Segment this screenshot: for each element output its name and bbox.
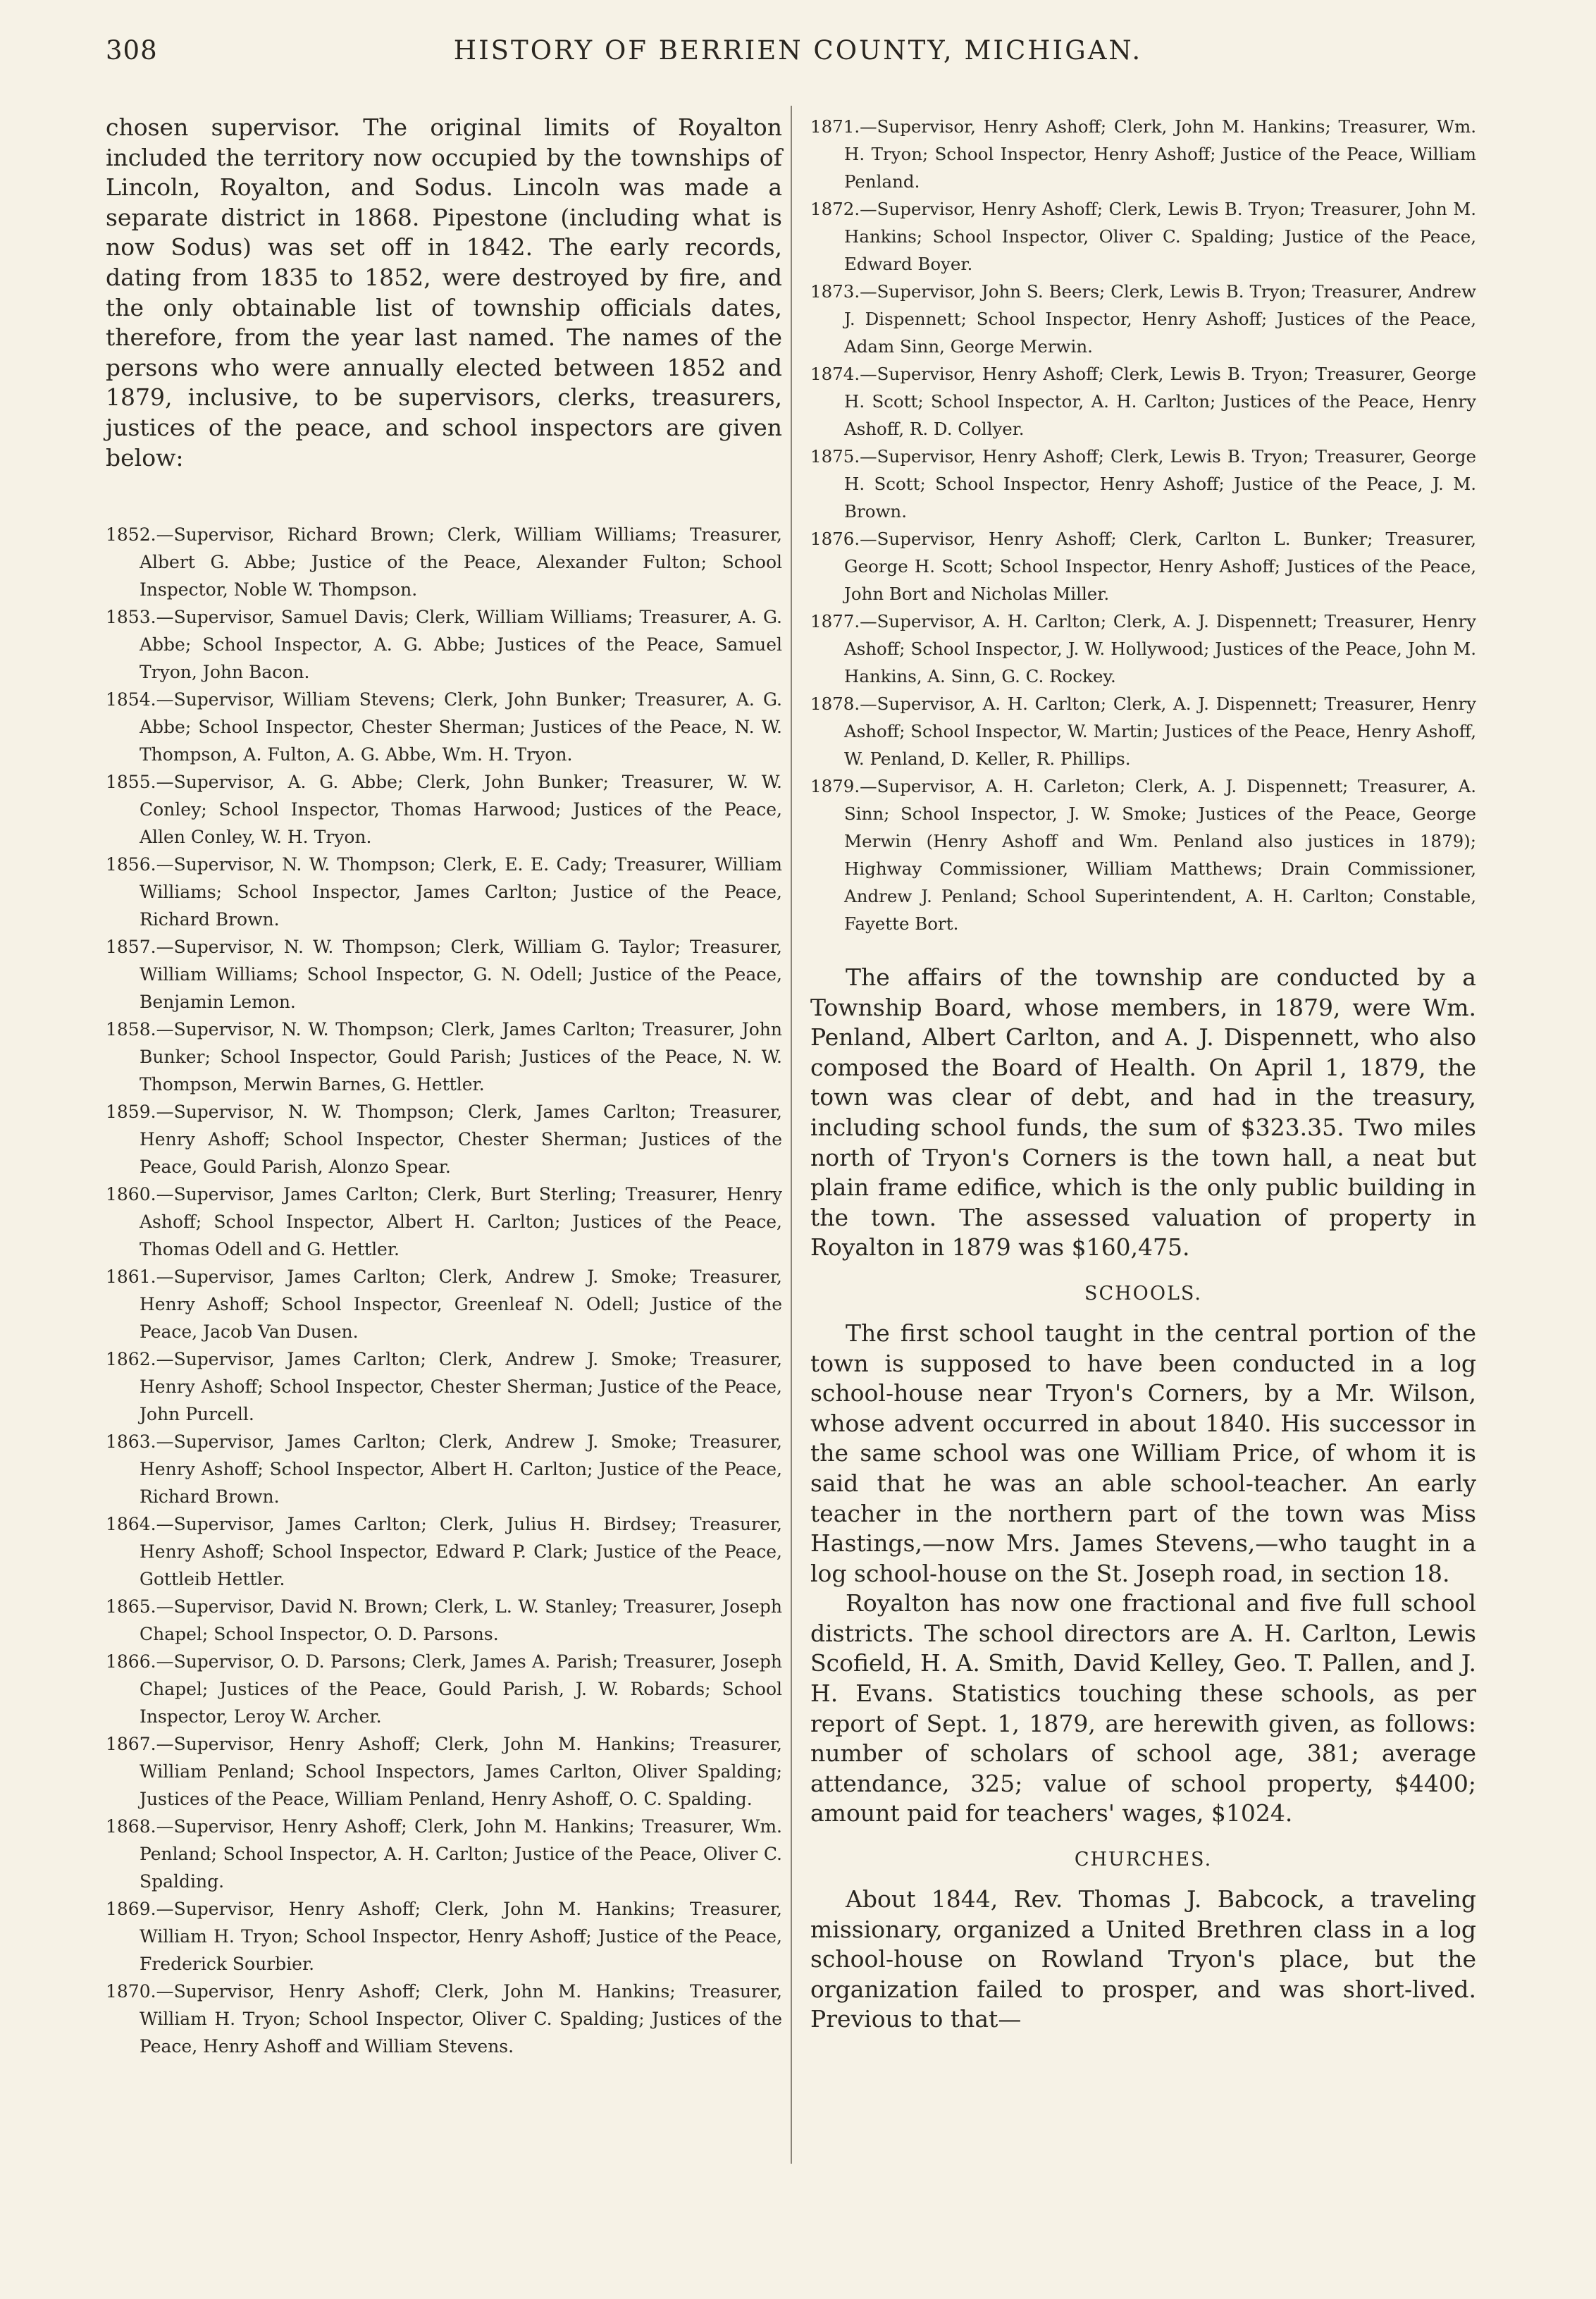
intro-paragraph: chosen supervisor. The original limits of Royalton included the territory now occupied by the townships of Lincoln, Royalton, and Sodus. Lincoln was made a separate district in 1868. Pipestone (including what is now Sodus) was set off in 1842. The early records, dating from 1835 to 1852, were destroyed by fire, and the only obtainable list of township officials dates, therefore, from the year last named. The names of the persons who were annually elected between 1852 and 1879, inclusive, to be supervisors, clerks, treasurers, justices of the peace, and school inspectors are given below: bbox=[106, 113, 782, 471]
column-divider bbox=[791, 106, 792, 2164]
running-title: HISTORY OF BERRIEN COUNTY, MICHIGAN. bbox=[453, 35, 1143, 66]
left-column bbox=[106, 113, 782, 2060]
officials-list-1852-1870 bbox=[106, 521, 782, 2060]
spacer bbox=[810, 937, 1476, 963]
record-1870: 1870.—Supervisor, Henry Ashoff; Clerk, John M. Hankins; Treasurer, William H. Tryon; School Inspector, Oliver C. Spalding; Justices of the Peace, Henry Ashoff and William Stevens. bbox=[106, 1981, 782, 2057]
page-header bbox=[0, 35, 1596, 92]
right-column bbox=[810, 113, 1476, 2035]
record-1878: 1878.—Supervisor, A. H. Carlton; Clerk, A. J. Dispennett; Treasurer, Henry Ashoff; School Inspector, W. Martin; Justices of the Peace, Henry Ashoff, W. Penland, D. Keller, R. Phillips. bbox=[810, 694, 1476, 769]
schools-paragraph-2: Royalton has now one fractional and five full school districts. The school directors are A. H. Carlton, Lewis Scofield, H. A. Smith, David Kelley, Geo. T. Pallen, and J. H. Evans. Statistics touching these schools, as per report of Sept. 1, 1879, are herewith given, as follows: number of scholars of school age, 381; average attendance, 325; value of school property, $4400; amount paid for teachers' wages, $1024. bbox=[810, 1589, 1476, 1828]
record-1868: 1868.—Supervisor, Henry Ashoff; Clerk, John M. Hankins; Treasurer, Wm. Penland; School Inspector, A. H. Carlton; Justice of the Peace, Oliver C. Spalding. bbox=[106, 1816, 782, 1892]
churches-heading: CHURCHES. bbox=[1074, 1849, 1213, 1871]
record-1873: 1873.—Supervisor, John S. Beers; Clerk, Lewis B. Tryon; Treasurer, Andrew J. Dispennett; School Inspector, Henry Ashoff; Justices of the Peace, Adam Sinn, George Merwin. bbox=[810, 281, 1476, 357]
record-1862: 1862.—Supervisor, James Carlton; Clerk, Andrew J. Smoke; Treasurer, Henry Ashoff; School Inspector, Chester Sherman; Justice of the Peace, John Purcell. bbox=[106, 1349, 782, 1425]
record-1854: 1854.—Supervisor, William Stevens; Clerk, John Bunker; Treasurer, A. G. Abbe; School Inspector, Chester Sherman; Justices of the Peace, N. W. Thompson, A. Fulton, A. G. Abbe, Wm. H. Tryon. bbox=[106, 689, 782, 765]
record-1855: 1855.—Supervisor, A. G. Abbe; Clerk, John Bunker; Treasurer, W. W. Conley; School Inspector, Thomas Harwood; Justices of the Peace, Allen Conley, W. H. Tryon. bbox=[106, 772, 782, 848]
record-1856: 1856.—Supervisor, N. W. Thompson; Clerk, E. E. Cady; Treasurer, William Williams; School Inspector, James Carlton; Justice of the Peace, Richard Brown. bbox=[106, 854, 782, 930]
record-1858: 1858.—Supervisor, N. W. Thompson; Clerk, James Carlton; Treasurer, John Bunker; School Inspector, Gould Parish; Justices of the Peace, N. W. Thompson, Merwin Barnes, G. Hettler. bbox=[106, 1019, 782, 1095]
record-1857: 1857.—Supervisor, N. W. Thompson; Clerk, William G. Taylor; Treasurer, William Williams; School Inspector, G. N. Odell; Justice of the Peace, Benjamin Lemon. bbox=[106, 937, 782, 1013]
record-1859: 1859.—Supervisor, N. W. Thompson; Clerk, James Carlton; Treasurer, Henry Ashoff; School Inspector, Chester Sherman; Justices of the Peace, Gould Parish, Alonzo Spear. bbox=[106, 1102, 782, 1178]
record-1874: 1874.—Supervisor, Henry Ashoff; Clerk, Lewis B. Tryon; Treasurer, George H. Scott; School Inspector, A. H. Carlton; Justices of the Peace, Henry Ashoff, R. D. Collyer. bbox=[810, 364, 1476, 439]
record-1866: 1866.—Supervisor, O. D. Parsons; Clerk, James A. Parish; Treasurer, Joseph Chapel; Justices of the Peace, Gould Parish, J. W. Robards; School Inspector, Leroy W. Archer. bbox=[106, 1651, 782, 1727]
record-1872: 1872.—Supervisor, Henry Ashoff; Clerk, Lewis B. Tryon; Treasurer, John M. Hankins; School Inspector, Oliver C. Spalding; Justice of the Peace, Edward Boyer. bbox=[810, 199, 1476, 274]
record-1863: 1863.—Supervisor, James Carlton; Clerk, Andrew J. Smoke; Treasurer, Henry Ashoff; School Inspector, Albert H. Carlton; Justice of the Peace, Richard Brown. bbox=[106, 1431, 782, 1508]
record-1853: 1853.—Supervisor, Samuel Davis; Clerk, William Williams; Treasurer, A. G. Abbe; School Inspector, A. G. Abbe; Justices of the Peace, Samuel Tryon, John Bacon. bbox=[106, 607, 782, 683]
affairs-paragraph: The affairs of the township are conducted by a Township Board, whose members, in 1879, were Wm. Penland, Albert Carlton, and A. J. Dispennett, who also composed the Board of Health. On April 1, 1879, the town was clear of debt, and had in the treasury, including school funds, the sum of $323.35. Two miles north of Tryon's Corners is the town hall, a neat but plain frame edifice, which is the only public building in the town. The assessed valuation of property in Royalton in 1879 was $160,475. bbox=[810, 963, 1476, 1262]
record-1877: 1877.—Supervisor, A. H. Carlton; Clerk, A. J. Dispennett; Treasurer, Henry Ashoff; School Inspector, J. W. Hollywood; Justices of the Peace, John M. Hankins, A. Sinn, G. C. Rockey. bbox=[810, 611, 1476, 686]
record-1852: 1852.—Supervisor, Richard Brown; Clerk, William Williams; Treasurer, Albert G. Abbe; Justice of the Peace, Alexander Fulton; School Inspector, Noble W. Thompson. bbox=[106, 524, 782, 600]
record-1871: 1871.—Supervisor, Henry Ashoff; Clerk, John M. Hankins; Treasurer, Wm. H. Tryon; School Inspector, Henry Ashoff; Justice of the Peace, William Penland. bbox=[810, 116, 1476, 192]
record-1864: 1864.—Supervisor, James Carlton; Clerk, Julius H. Birdsey; Treasurer, Henry Ashoff; School Inspector, Edward P. Clark; Justice of the Peace, Gottleib Hettler. bbox=[106, 1514, 782, 1590]
record-1869: 1869.—Supervisor, Henry Ashoff; Clerk, John M. Hankins; Treasurer, William H. Tryon; School Inspector, Henry Ashoff; Justice of the Peace, Frederick Sourbier. bbox=[106, 1899, 782, 1975]
record-1879: 1879.—Supervisor, A. H. Carleton; Clerk, A. J. Dispennett; Treasurer, A. Sinn; School Inspector, J. W. Smoke; Justices of the Peace, George Merwin (Henry Ashoff and Wm. Penland also justices in 1879); Highway Commissioner, William Matthews; Drain Commissioner, Andrew J. Penland; School Superintendent, A. H. Carlton; Constable, Fayette Bort. bbox=[810, 776, 1476, 934]
record-1867: 1867.—Supervisor, Henry Ashoff; Clerk, John M. Hankins; Treasurer, William Penland; School Inspectors, James Carlton, Oliver Spalding; Justices of the Peace, William Penland, Henry Ashoff, O. C. Spalding. bbox=[106, 1734, 782, 1810]
schools-paragraph-1: The first school taught in the central portion of the town is supposed to have been conducted in a log school-house near Tryon's Corners, by a Mr. Wilson, whose advent occurred in about 1840. His successor in the same school was one William Price, of whom it is said that he was an able school-teacher. An early teacher in the northern part of the town was Miss Hastings,—now Mrs. James Stevens,—who taught in a log school-house on the St. Joseph road, in section 18. bbox=[810, 1319, 1476, 1587]
churches-paragraph: About 1844, Rev. Thomas J. Babcock, a traveling missionary, organized a United Brethren class in a log school-house on Rowland Tryon's place, but the organization failed to prosper, and was short-lived. Previous to that— bbox=[810, 1885, 1476, 2033]
record-1865: 1865.—Supervisor, David N. Brown; Clerk, L. W. Stanley; Treasurer, Joseph Chapel; School Inspector, O. D. Parsons. bbox=[106, 1596, 782, 1645]
record-1860: 1860.—Supervisor, James Carlton; Clerk, Burt Sterling; Treasurer, Henry Ashoff; School Inspector, Albert H. Carlton; Justices of the Peace, Thomas Odell and G. Hettler. bbox=[106, 1184, 782, 1260]
record-1861: 1861.—Supervisor, James Carlton; Clerk, Andrew J. Smoke; Treasurer, Henry Ashoff; School Inspector, Greenleaf N. Odell; Justice of the Peace, Jacob Van Dusen. bbox=[106, 1266, 782, 1343]
page-number: 308 bbox=[106, 35, 158, 66]
record-1875: 1875.—Supervisor, Henry Ashoff; Clerk, Lewis B. Tryon; Treasurer, George H. Scott; School Inspector, Henry Ashoff; Justice of the Peace, J. M. Brown. bbox=[810, 446, 1476, 522]
record-1876: 1876.—Supervisor, Henry Ashoff; Clerk, Carlton L. Bunker; Treasurer, George H. Scott; School Inspector, Henry Ashoff; Justices of the Peace, John Bort and Nicholas Miller. bbox=[810, 529, 1476, 604]
officials-list-1871-1879 bbox=[810, 113, 1476, 937]
schools-heading: SCHOOLS. bbox=[1084, 1282, 1203, 1305]
